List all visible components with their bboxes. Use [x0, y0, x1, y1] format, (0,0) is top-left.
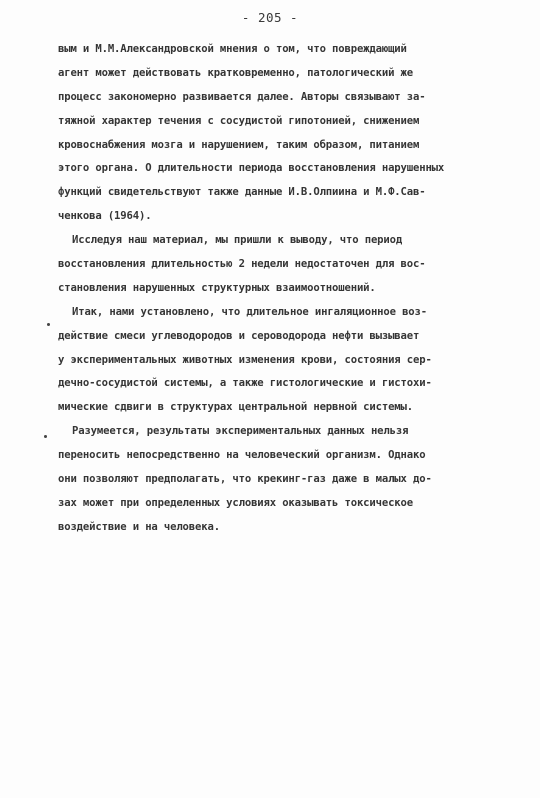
page-number: - 205 -: [241, 10, 299, 25]
paragraph-start-line: Итак, нами установлено, что длительное ингаляционное воз-: [72, 305, 427, 318]
body-text: [58, 38, 498, 540]
text-line: тяжной характер течения с сосудистой гипотонией, снижением: [58, 114, 420, 127]
text-line: вым и М.М.Александровской мнения о том, что повреждающий: [58, 43, 407, 55]
paragraph-start-line: Разумеется, результаты экспериментальных данных нельзя: [72, 425, 409, 438]
text-line: становления нарушенных структурных взаимоотношений.: [58, 281, 376, 294]
text-line: ченкова (1964).: [58, 210, 152, 223]
text-line: этого органа. О длительности периода восстановления нарушенных: [58, 162, 445, 175]
text-line: действие смеси углеводородов и сероводорода нефти вызывает: [58, 329, 420, 342]
text-line: зах может при определенных условиях оказывать токсическое: [58, 496, 413, 509]
text-line: мические сдвиги в структурах центральной нервной системы.: [58, 401, 413, 414]
text-line: у экспериментальных животных изменения крови, состояния сер-: [58, 353, 432, 366]
paragraph-start-line: Исследуя наш материал, мы пришли к выводу, что период: [72, 234, 403, 247]
text-line: восстановления длительностью 2 недели недостаточен для вос-: [58, 258, 426, 271]
text-line: функций свидетельствуют также данные И.В.Олпиина и М.Ф.Сав-: [58, 186, 426, 199]
scan-speck: [47, 323, 50, 326]
text-line: дечно-сосудистой системы, а также гистологические и гистохи-: [58, 377, 432, 390]
text-line: переносить непосредственно на человеческий организм. Однако: [58, 449, 426, 462]
text-line: воздействие и на человека.: [58, 520, 220, 533]
scan-speck: [44, 435, 47, 438]
text-line: они позволяют предполагать, что крекинг-газ даже в малых до-: [58, 473, 432, 486]
text-line: агент может действовать кратковременно, патологический же: [58, 66, 413, 79]
text-line: процесс закономерно развивается далее. Авторы связывают за-: [58, 90, 426, 103]
text-line: кровоснабжения мозга и нарушением, таким образом, питанием: [58, 138, 420, 151]
